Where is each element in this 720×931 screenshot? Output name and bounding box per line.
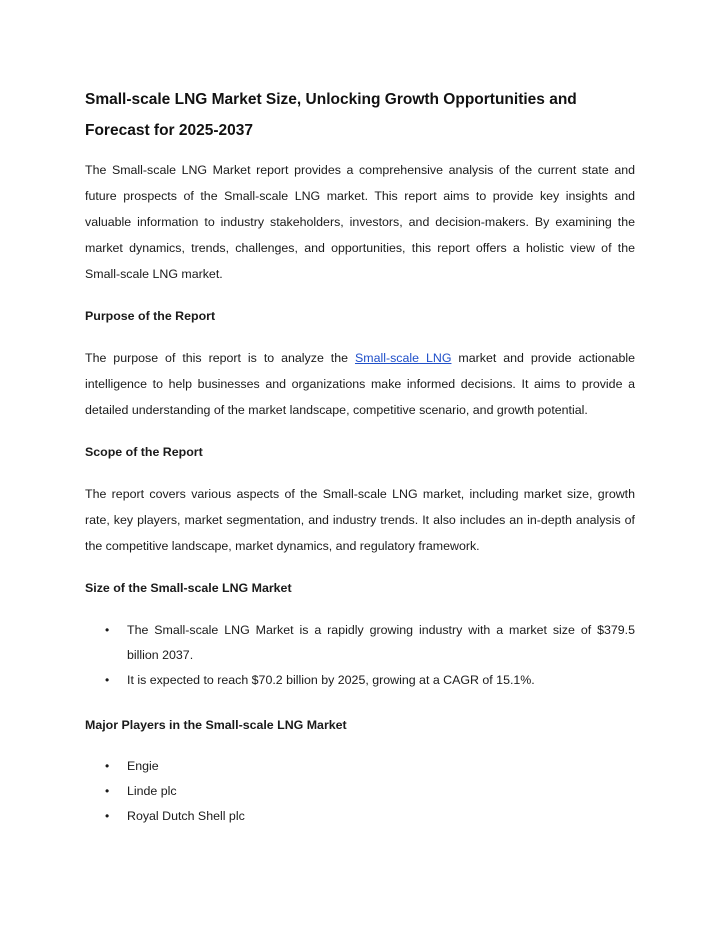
document-title: Small-scale LNG Market Size, Unlocking Growth Opportunities and Forecast for 2025-2037 [85,91,577,139]
size-list [85,618,635,693]
list-item [85,668,635,693]
list-item-text: Linde plc [127,784,177,798]
size-heading: Size of the Small-scale LNG Market [85,581,292,595]
list-item-text: It is expected to reach $70.2 billion by 2025, growing at a CAGR of 15.1%. [127,673,535,687]
players-heading: Major Players in the Small-scale LNG Market [85,718,347,732]
players-list [85,754,635,829]
intro-paragraph: The Small-scale LNG Market report provides a comprehensive analysis of the current state and future prospects of the Small-scale LNG market. This report aims to provide key insights and valuable information to industry stakeholders, investors, and decision-makers. By examining the market dynamics, trends, challenges, and opportunities, this report offers a holistic view of the Small-scale LNG market. [85,163,635,281]
scope-heading: Scope of the Report [85,445,203,459]
list-item [85,754,635,779]
list-item-text: Engie [127,759,159,773]
small-scale-lng-link[interactable]: Small-scale LNG [354,351,452,365]
list-item-text: The Small-scale LNG Market is a rapidly growing industry with a market size of $379.5 billion 2037. [127,623,635,662]
list-item [85,804,635,829]
purpose-text-after: market and provide actionable intelligence to help businesses and organizations make informed decisions. It aims to provide a detailed understanding of the market landscape, competitive scenario, and growth potential. [85,351,635,417]
list-item-text: Royal Dutch Shell plc [127,809,245,823]
list-item [85,618,635,668]
bullet-icon: • [105,784,110,798]
purpose-heading: Purpose of the Report [85,309,216,323]
purpose-paragraph [85,345,635,423]
bullet-icon: • [105,759,110,773]
purpose-text-before: The purpose of this report is to analyze the [85,351,355,365]
list-item [85,779,635,804]
bullet-icon: • [105,673,110,687]
bullet-icon: • [105,809,110,823]
bullet-icon: • [105,623,110,637]
scope-paragraph: The report covers various aspects of the Small-scale LNG market, including market size, growth rate, key players, market segmentation, and industry trends. It also includes an in-depth analysis of the competitive landscape, market dynamics, and regulatory framework. [85,487,635,553]
